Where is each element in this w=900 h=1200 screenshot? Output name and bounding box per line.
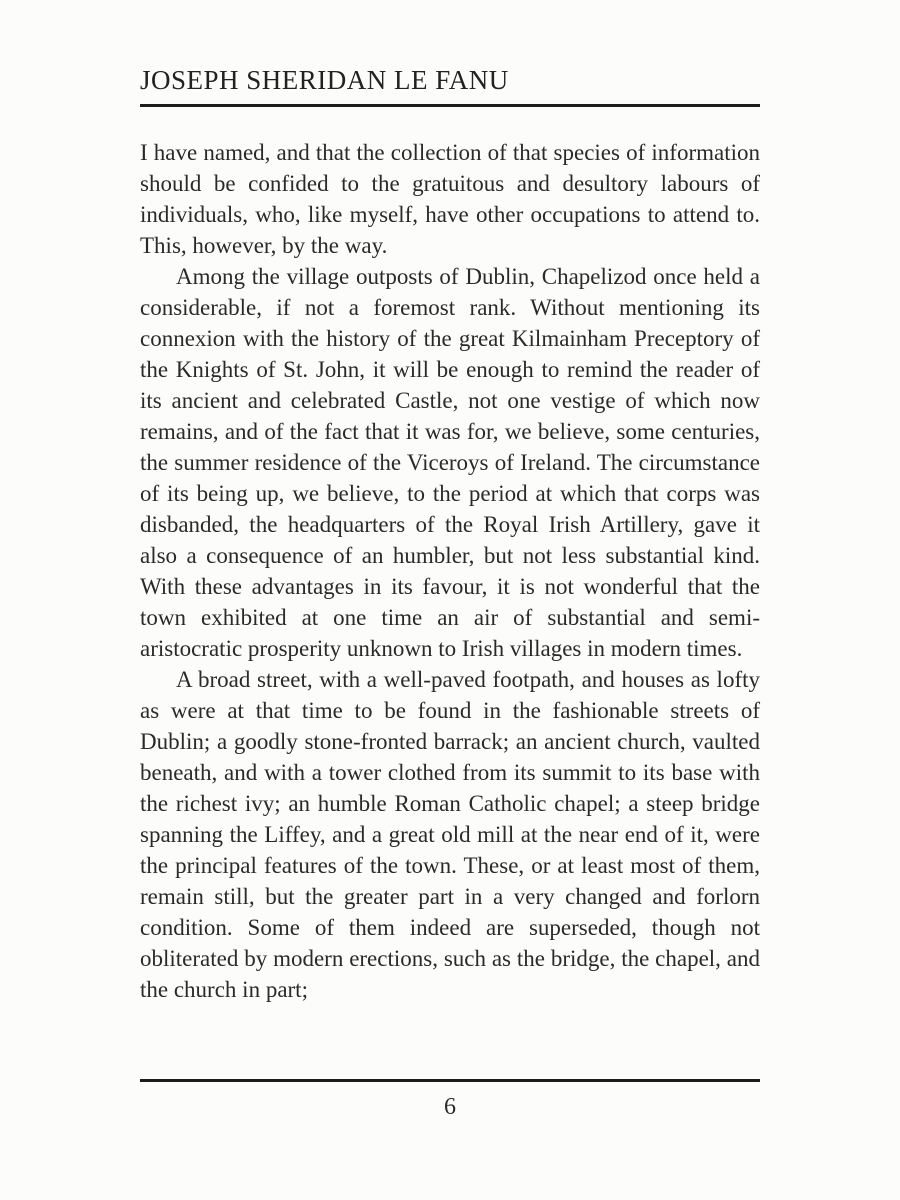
paragraph-2: Among the village outposts of Dublin, Chapelizod once held a considerable, if not a foremost rank. Without mentioning its connexion with the history of the great Kilmainham Preceptory of the Knights of St. John, it will be enough to remind the reader of its ancient and celebrated Castle, not one vestige of which now remains, and of the fact that it was for, we believe, some centuries, the summer residence of the Viceroys of Ireland. The circumstance of its being up, we believe, to the period at which that corps was disbanded, the headquarters of the Royal Irish Artillery, gave it also a consequence of an humbler, but not less substantial kind. With these advantages in its favour, it is not wonderful that the town exhibited at one time an air of substantial and semi-aristocratic prosperity unknown to Irish villages in modern times. [140, 264, 760, 661]
page-number: 6 [444, 1094, 456, 1120]
footer-rule [140, 1079, 760, 1082]
page-container [140, 0, 760, 1200]
paragraph-1: I have named, and that the collection of that species of information should be confided to the gratuitous and desultory labours of individuals, who, like myself, have other occupations to attend to. This, however, by the way. [140, 140, 760, 258]
paragraph-3: A broad street, with a well-paved footpath, and houses as lofty as were at that time to be found in the fashionable streets of Dublin; a goodly stone-fronted barrack; an ancient church, vaulted beneath, and with a tower clothed from its summit to its base with the richest ivy; an humble Roman Catholic chapel; a steep bridge spanning the Liffey, and a great old mill at the near end of it, were the principal features of the town. These, or at least most of them, remain still, but the greater part in a very changed and forlorn condition. Some of them indeed are superseded, though not obliterated by modern erections, such as the bridge, the chapel, and the church in part; [140, 667, 760, 1002]
running-header: JOSEPH SHERIDAN LE FANU [140, 66, 760, 107]
body-text-block [140, 137, 760, 1005]
